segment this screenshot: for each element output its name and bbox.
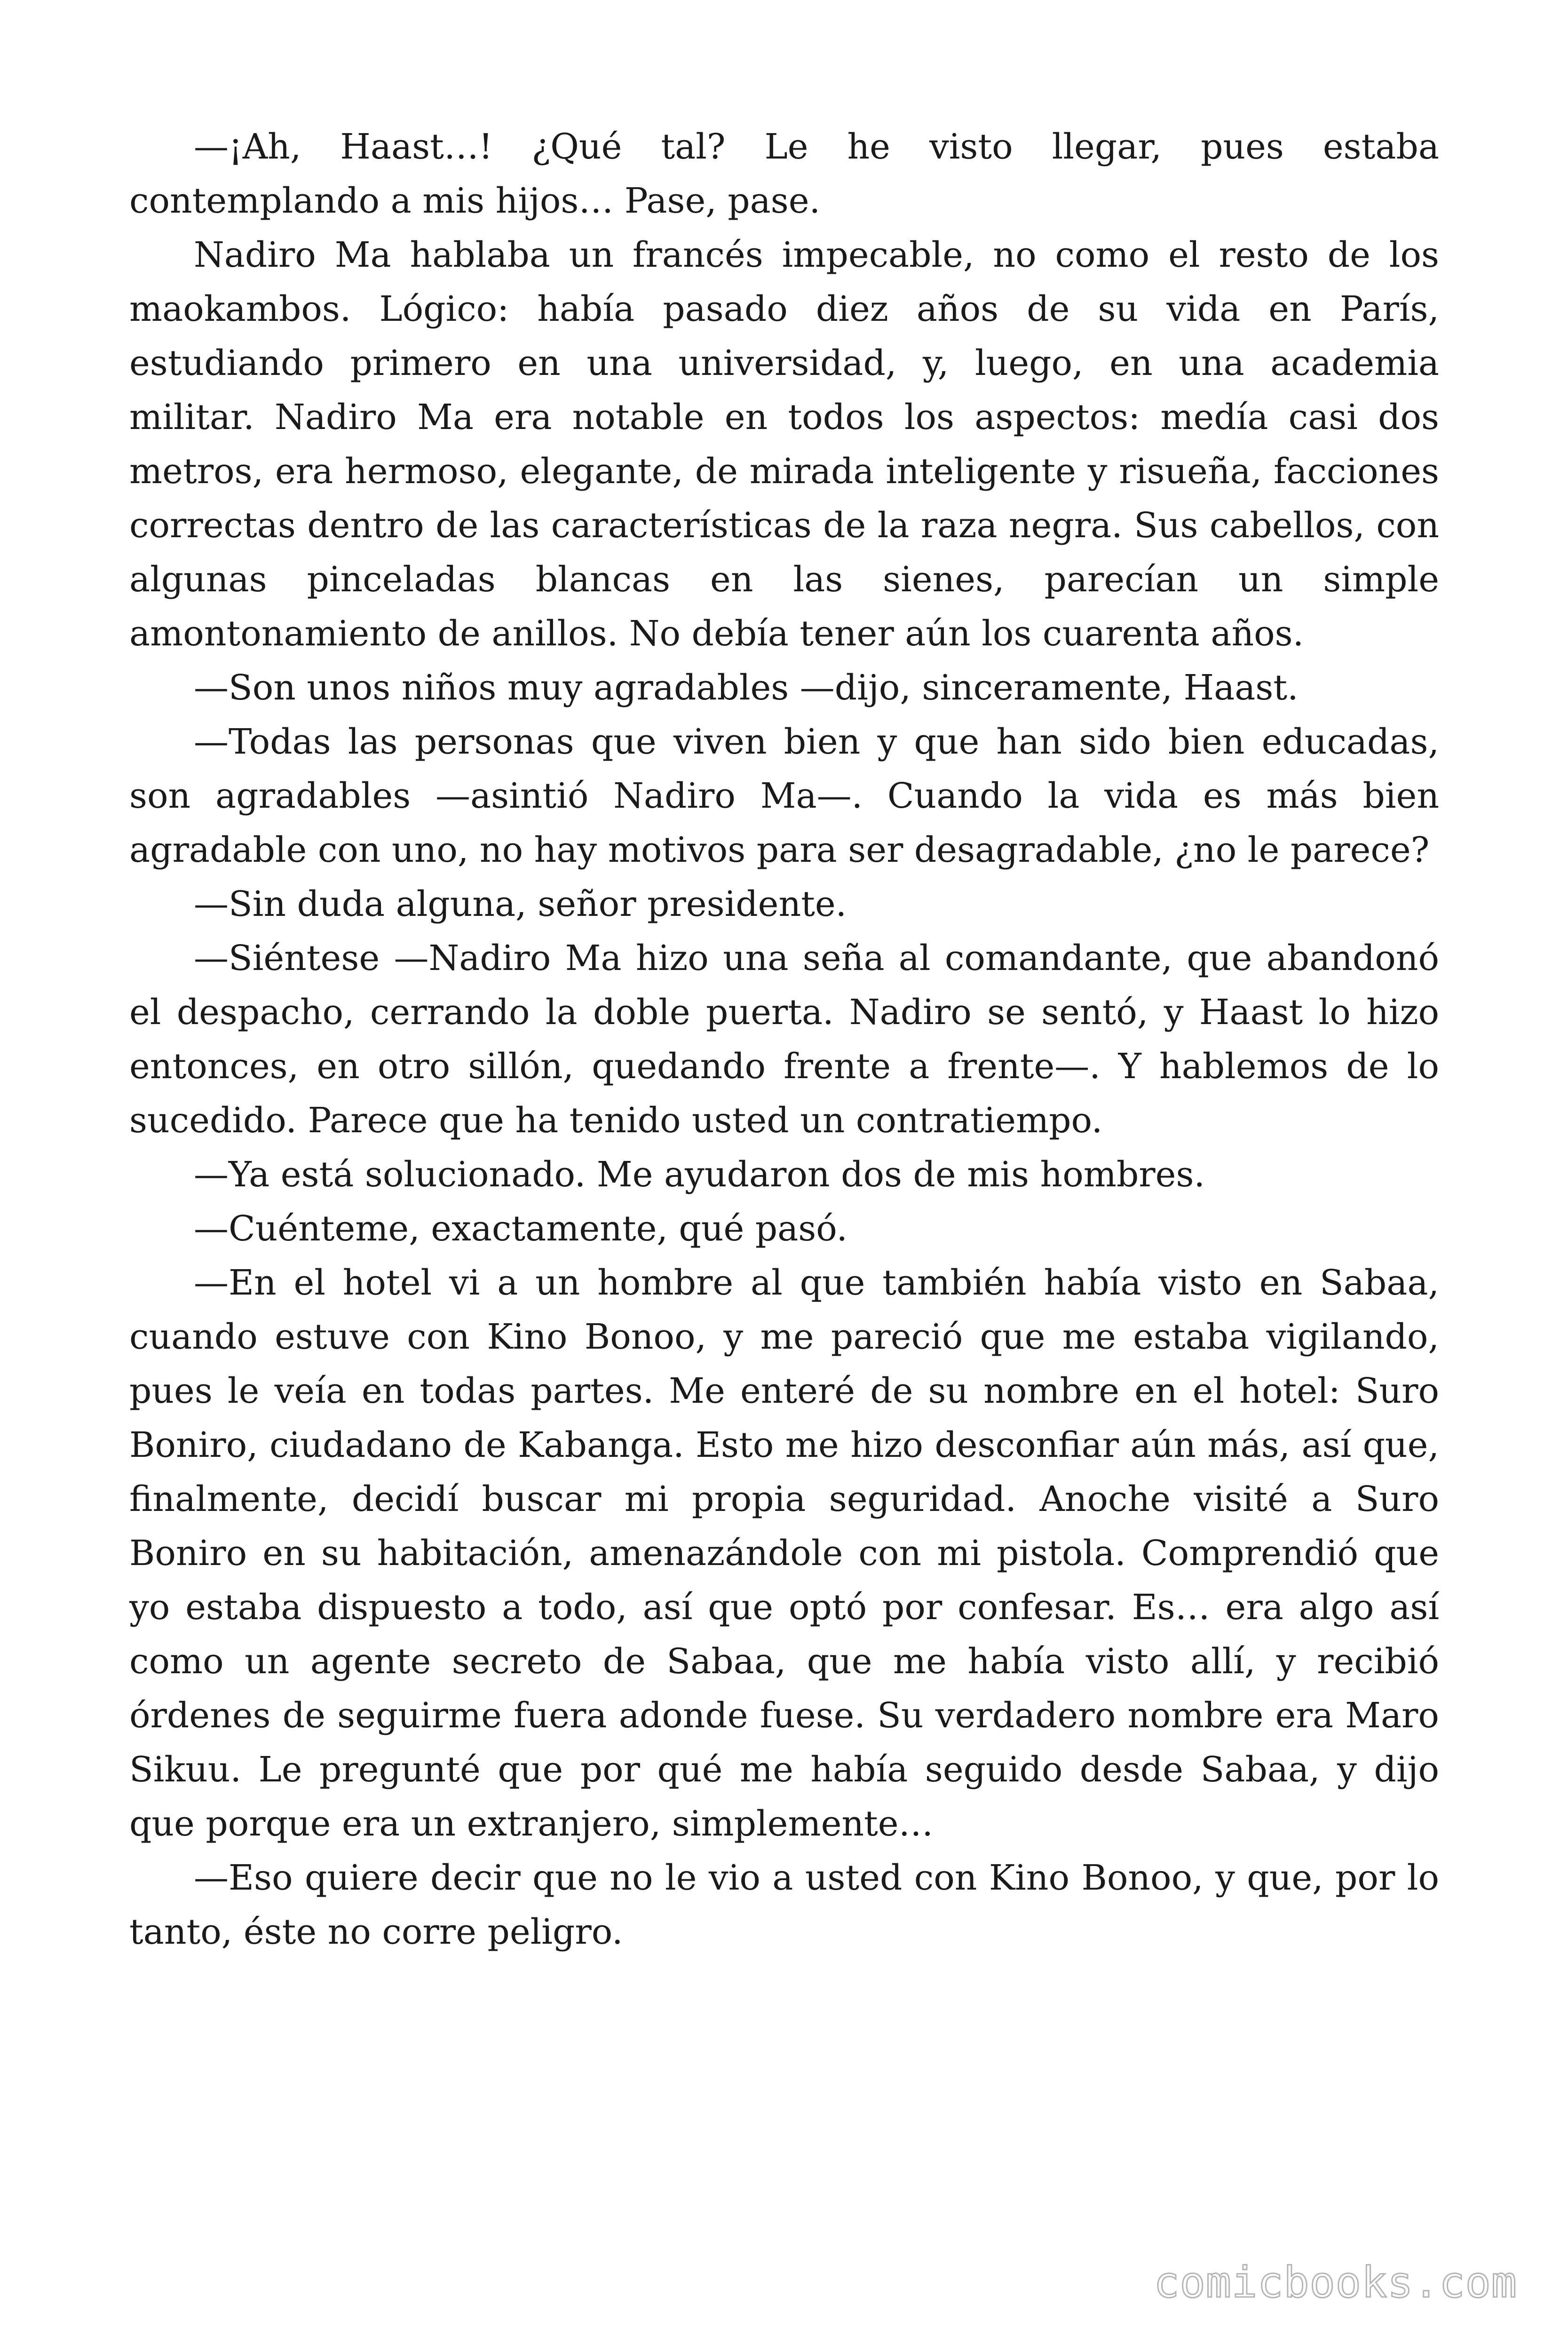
paragraph: —En el hotel vi a un hombre al que también había visto en Sabaa, cuando estuve con Kino Bonoo, y me pareció que me estaba vigilando, pues le veía en todas partes. Me enteré de su nombre en el hotel: Suro Boniro, ciudadano de Kabanga. Esto me hizo desconfiar aún más, así que, finalmente, decidí buscar mi propia seguridad. Anoche visité a Suro Boniro en su habitación, amenazándole con mi pistola. Comprendió que yo estaba dispuesto a todo, así que optó por confesar. Es… era algo así como un agente secreto de Sabaa, que me había visto allí, y recibió órdenes de seguirme fuera adonde fuese. Su verdadero nombre era Maro Sikuu. Le pregunté que por qué me había seguido desde Sabaa, y dijo que porque era un extranjero, simplemente…	[129, 1263, 1439, 1844]
paragraph: —Eso quiere decir que no le vio a usted con Kino Bonoo, y que, por lo tanto, éste no corre peligro.	[129, 1858, 1439, 1952]
paragraph: —¡Ah, Haast…! ¿Qué tal? Le he visto llegar, pues estaba contemplando a mis hijos… Pase, pase.	[129, 127, 1439, 221]
paragraph: —Todas las personas que viven bien y que han sido bien educadas, son agradables —asintió Nadiro Ma—. Cuando la vida es más bien agradable con uno, no hay motivos para ser desagradable, ¿no le parece?	[129, 722, 1439, 870]
paragraph: —Ya está solucionado. Me ayudaron dos de mis hombres.	[194, 1154, 1205, 1195]
paragraph: Nadiro Ma hablaba un francés impecable, no como el resto de los maokambos. Lógico: había pasado diez años de su vida en París, estudiando primero en una universidad, y, luego, en una academia militar. Nadiro Ma era notable en todos los aspectos: medía casi dos metros, era hermoso, elegante, de mirada inteligente y risueña, facciones correctas dentro de las características de la raza negra. Sus cabellos, con algunas pinceladas blancas en las sienes, parecían un simple amontonamiento de anillos. No debía tener aún los cuarenta años.	[129, 235, 1439, 654]
paragraph: —Sin duda alguna, señor presidente.	[194, 884, 847, 924]
paragraph: —Son unos niños muy agradables —dijo, sinceramente, Haast.	[194, 667, 1299, 708]
paragraph: —Siéntese —Nadiro Ma hizo una seña al comandante, que abandonó el despacho, cerrando la doble puerta. Nadiro se sentó, y Haast lo hizo entonces, en otro sillón, quedando frente a frente—. Y hablemos de lo sucedido. Parece que ha tenido usted un contratiempo.	[129, 938, 1439, 1141]
book-page-text	[129, 120, 1439, 1959]
watermark: comicbooks.com	[1154, 2258, 1517, 2307]
paragraph: —Cuénteme, exactamente, qué pasó.	[194, 1208, 847, 1249]
